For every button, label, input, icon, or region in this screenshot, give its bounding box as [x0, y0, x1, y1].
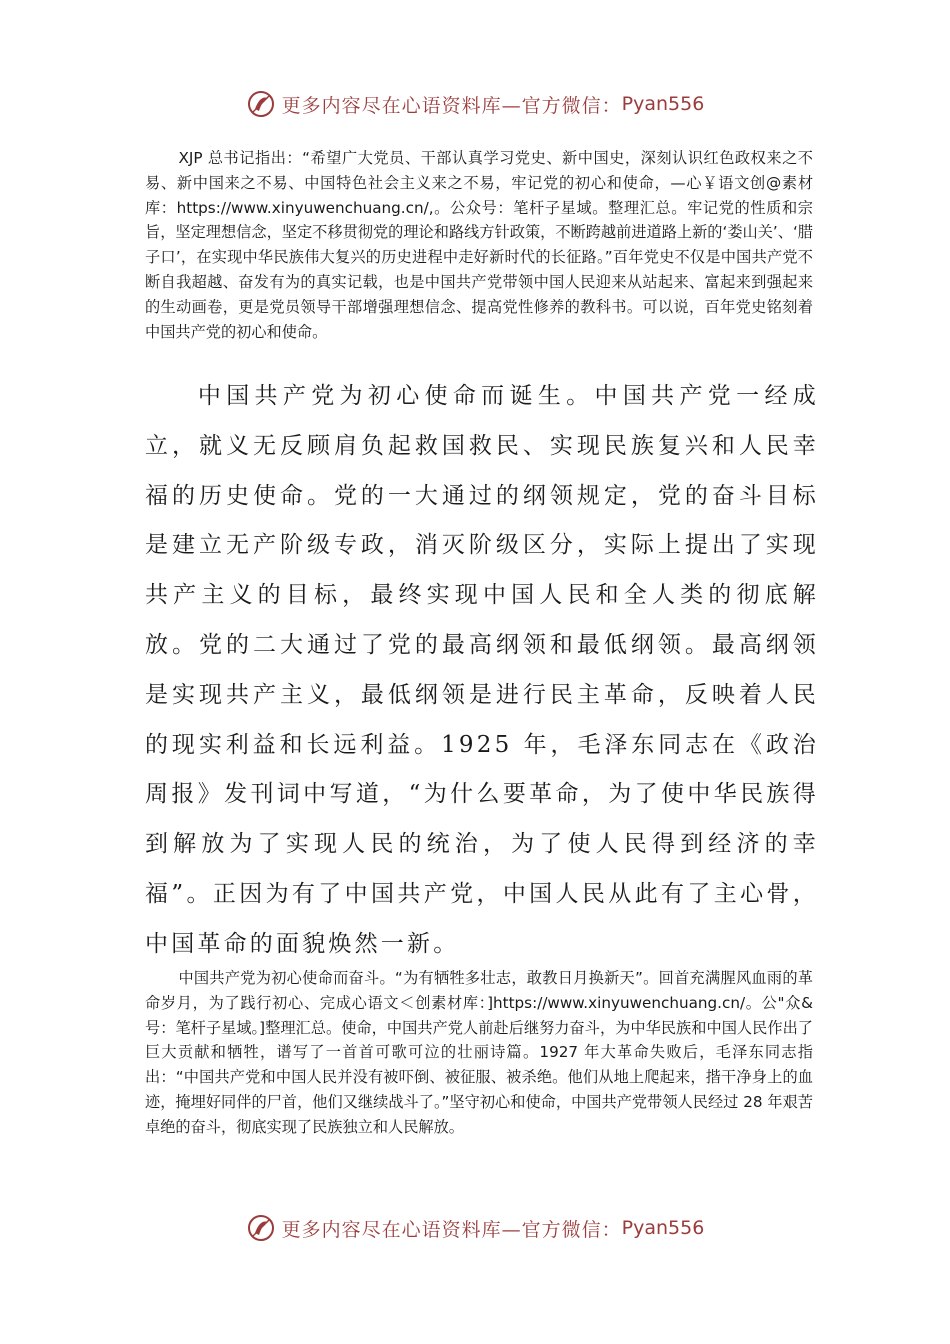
- paragraph-struggle: 中国共产党为初心使命而奋斗。“为有牺牲多壮志，敢教日月换新天”。回首充满腥风血雨的革命岁月，为了践行初心、完成心语文＜创素材库：]https://www.xinyuwenchuang.cn/。公"众&号：笔杆子星域。]整理汇总。使命，中国共产党人前赴后继努力奋斗，为中华民族和中国人民作出了巨大贡献和牺牲，谱写了一首首可歌可泣的壮丽诗篇。1927 年大革命失败后，毛泽东同志指出：“中国共产党和中国人民并没有被吓倒、被征服、被杀绝。他们从地上爬起来，揩干净身上的血迹，掩埋好同伴的尸首，他们又继续战斗了。”坚守初心和使命，中国共产党带领人民经过 28 年艰苦卓绝的奋斗，彻底实现了民族独立和人民解放。: [145, 969, 813, 1136]
- logo-icon: [246, 1213, 276, 1243]
- banner-wechat-id: Pyan556: [621, 93, 705, 115]
- paragraph-intro: XJP 总书记指出：“希望广大党员、干部认真学习党史、新中国史，深刻认识红色政权来之不易、新中国来之不易、中国特色社会主义来之不易，牢记党的初心和使命，—心￥语文创@素材库：https://www.xinyuwenchuang.cn/,。公众号：笔杆子星域。整理汇总。牢记党的性质和宗旨，坚定理想信念，坚定不移贯彻党的理论和路线方针政策，不断跨越前进道路上新的‘娄山关’、‘腊子口’，在实现中华民族伟大复兴的历史进程中走好新时代的长征路。”百年党史不仅是中国共产党不断自我超越、奋发有为的真实记载，也是中国共产党带领中国人民迎来从站起来、富起来到强起来的生动画卷，更是党员领导干部增强理想信念、提高党性修养的教科书。可以说，百年党史铭刻着中国共产党的初心和使命。: [145, 149, 813, 341]
- banner-text: 更多内容尽在心语资料库—官方微信：: [281, 94, 622, 117]
- logo-icon: [246, 89, 276, 119]
- header-banner: [0, 84, 950, 124]
- paragraph-main: 中国共产党为初心使命而诞生。中国共产党一经成立，就义无反顾肩负起救国救民、实现民族复兴和人民幸福的历史使命。党的一大通过的纲领规定，党的奋斗目标是建立无产阶级专政，消灭阶级区分，实际上提出了实现共产主义的目标，最终实现中国人民和全人类的彻底解放。党的二大通过了党的最高纲领和最低纲领。最高纲领是实现共产主义，最低纲领是进行民主革命，反映着人民的现实利益和长远利益。1925 年，毛泽东同志在《政治周报》发刊词中写道，“为什么要革命，为了使中华民族得到解放为了实现人民的统治，为了使人民得到经济的幸福”。正因为有了中国共产党，中国人民从此有了主心骨，中国革命的面貌焕然一新。: [145, 383, 819, 957]
- footer-banner: [0, 1208, 950, 1248]
- banner-text: 更多内容尽在心语资料库—官方微信：: [281, 1218, 622, 1241]
- banner-wechat-id: Pyan556: [621, 1217, 705, 1239]
